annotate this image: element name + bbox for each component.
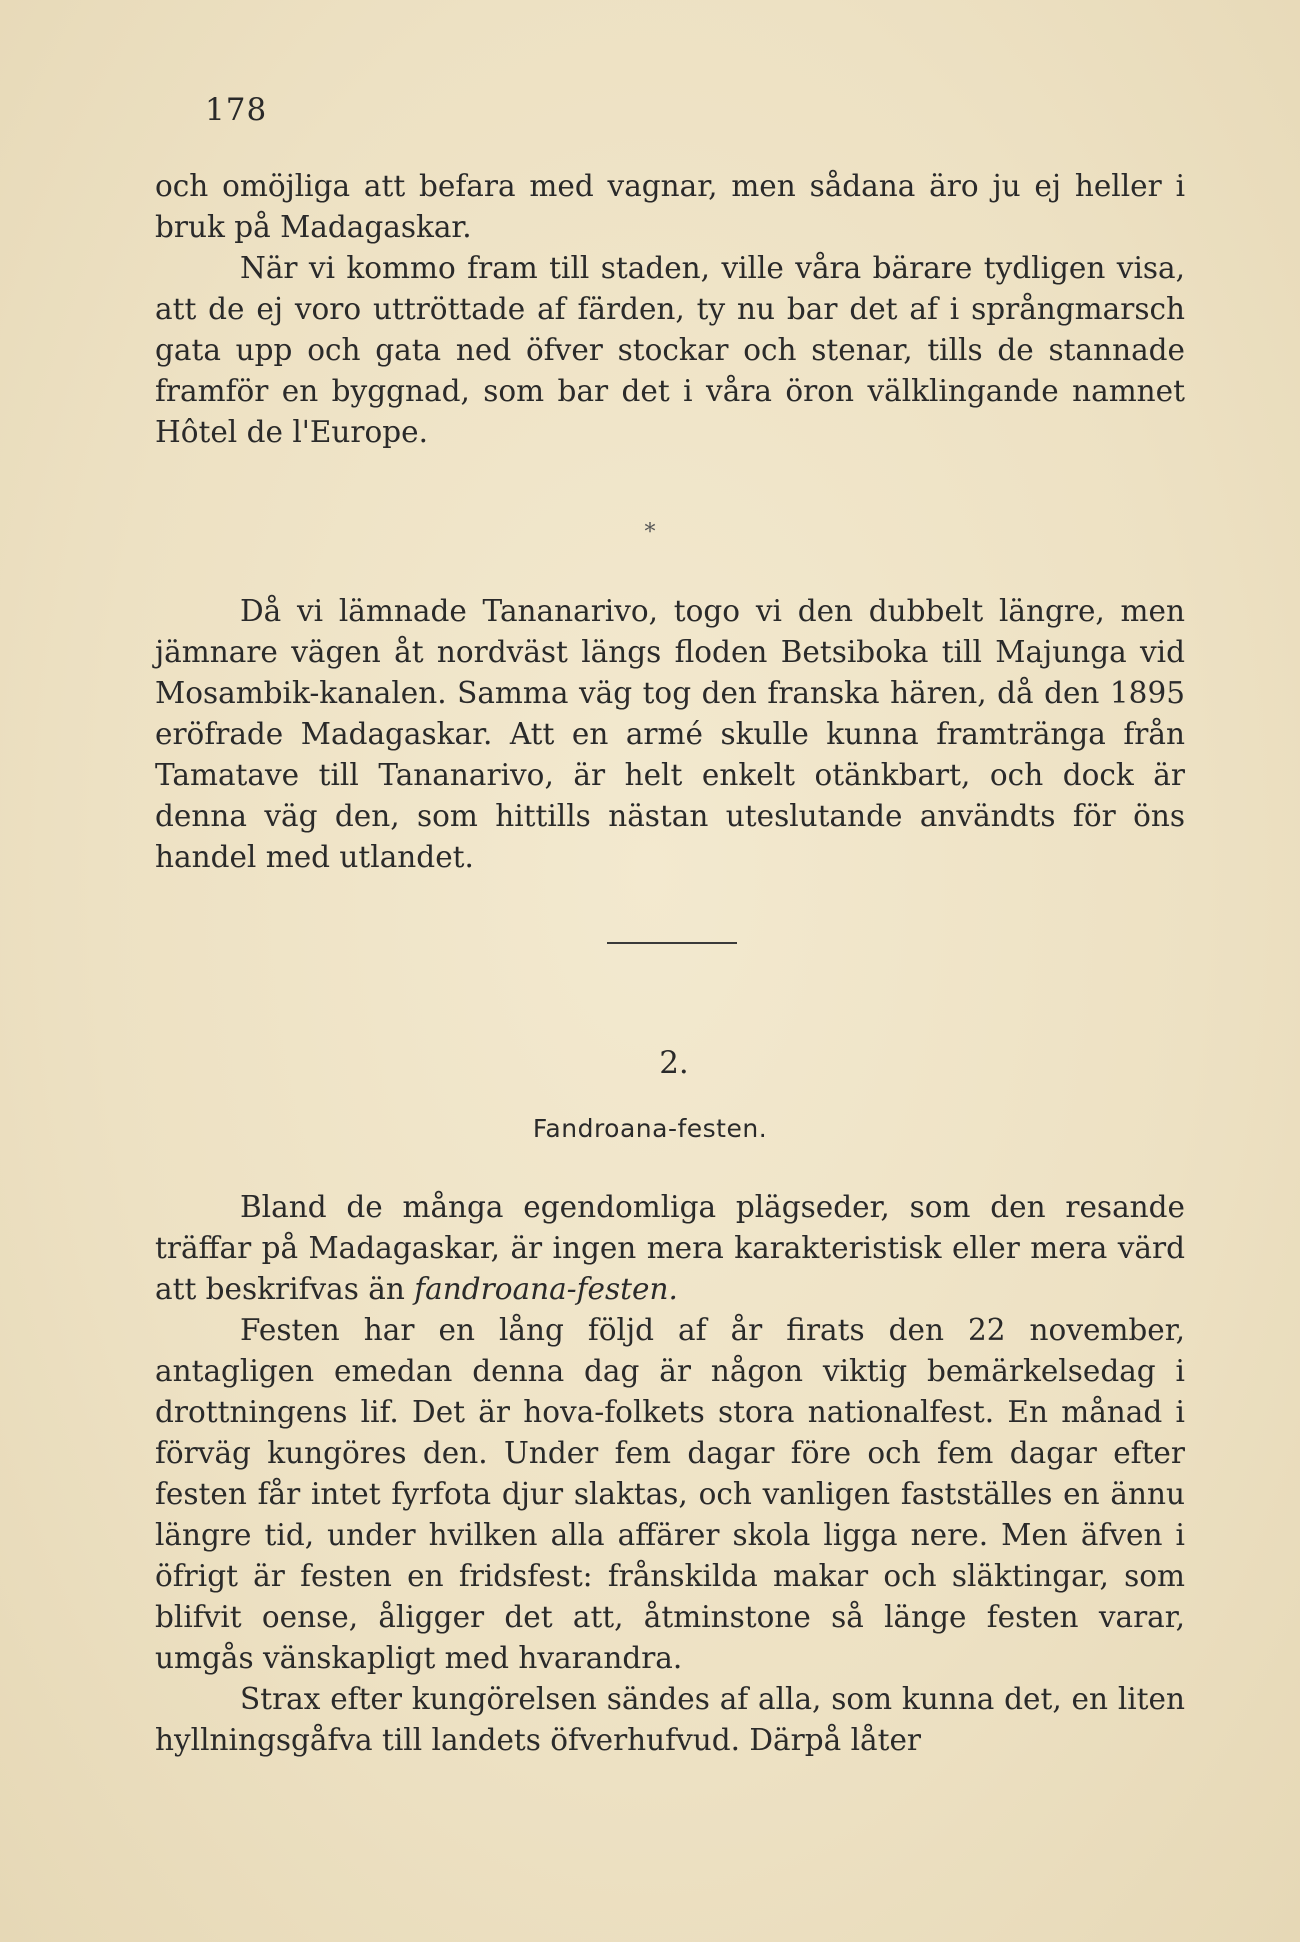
paragraph-continued: och omöjliga att befara med vagnar, men sådana äro ju ej heller i bruk på Madagaskar.: [155, 169, 1185, 244]
text-block-arrival: [155, 166, 1185, 453]
section-separator-asterisk: *: [644, 520, 656, 545]
page-number: 178: [205, 92, 268, 128]
section-number: 2.: [659, 1045, 689, 1081]
paragraph-intro-text: Bland de många egendomliga plägseder, som den resande träffar på Madagaskar, är ingen mera karakteristisk eller mera värd att beskrifvas än: [155, 1190, 1185, 1306]
text-block-departure: [155, 591, 1185, 878]
paragraph-departure: Då vi lämnade Tananarivo, togo vi den dubbelt längre, men jämnare vägen åt nordväst längs floden Betsiboka till Majunga vid Mosambik-kanalen. Samma väg tog den franska hären, då den 1895 eröfrade Madagaskar. Att en armé skulle kunna framtränga från Tamatave till Tananarivo, är helt enkelt otänkbart, och dock är denna väg den, som hittills nästan uteslutande användts för öns handel med utlandet.: [155, 594, 1185, 874]
paragraph-tribute: Strax efter kungörelsen sändes af alla, som kunna det, en liten hyllningsgåfva till landets öfverhufvud. Därpå låter: [155, 1682, 1185, 1757]
paragraph-intro: [155, 1187, 1185, 1310]
section-title: Fandroana-festen.: [532, 1114, 768, 1143]
section-divider-rule: [607, 942, 737, 944]
paragraph-arrival: När vi kommo fram till staden, ville våra bärare tydligen visa, att de ej voro uttröttade af färden, ty nu bar det af i språngmarsch gata upp och gata ned öfver stockar och stenar, tills de stannade framför en byggnad, som bar det i våra öron välklingande namnet Hôtel de l'Europe.: [155, 251, 1185, 449]
paragraph-intro-italic-term: fandroana-festen.: [414, 1272, 678, 1306]
paragraph-festival-description: Festen har en lång följd af år firats den 22 november, antagligen emedan denna dag är någon viktig bemärkelsedag i drottningens lif. Det är hova-folkets stora nationalfest. En månad i förväg kungöres den. Under fem dagar före och fem dagar efter festen får intet fyrfota djur slaktas, och vanligen fastställes en ännu längre tid, under hvilken alla affärer skola ligga nere. Men äfven i öfrigt är festen en fridsfest: frånskilda makar och släktingar, som blifvit oense, åligger det att, åtminstone så länge festen varar, umgås vänskapligt med hvarandra.: [155, 1313, 1185, 1675]
text-block-festival: [155, 1187, 1185, 1761]
